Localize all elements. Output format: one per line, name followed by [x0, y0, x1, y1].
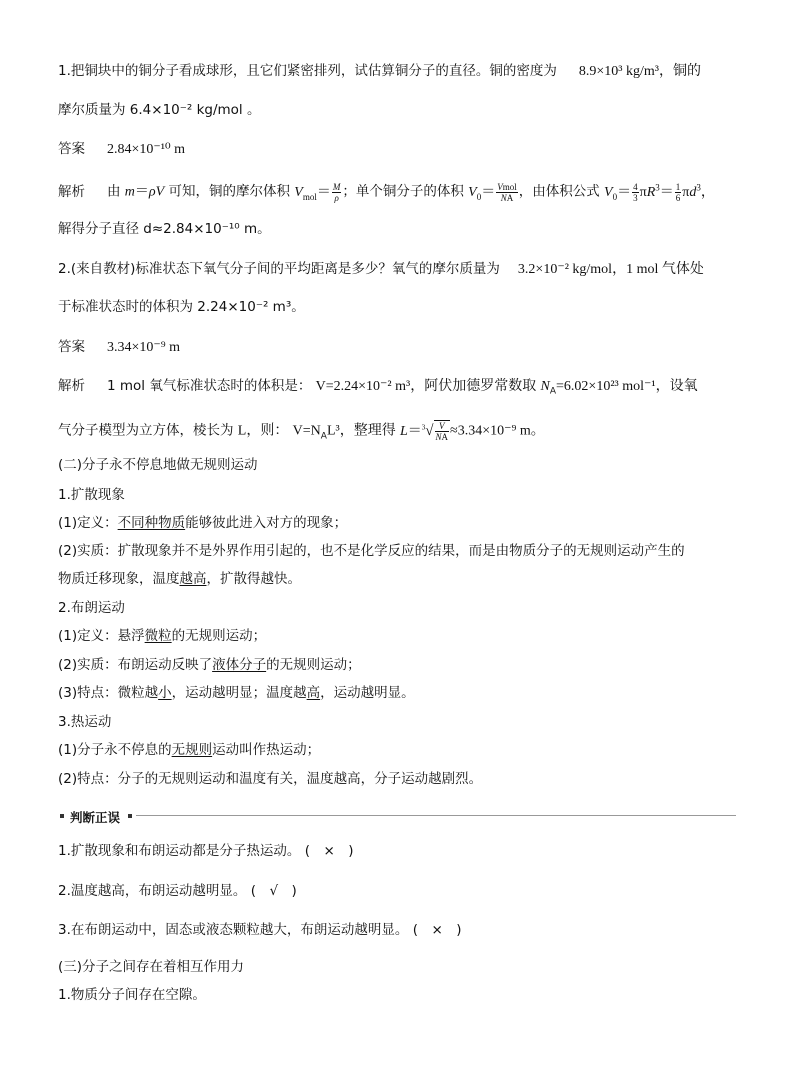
analysis-text: 可知，铜的摩尔体积: [168, 183, 290, 200]
q1-text: 1.把铜块中的铜分子看成球形，且它们紧密排列，试估算铜分子的直径。铜的密度为: [58, 63, 557, 79]
answer-value: 2.84×10⁻¹⁰ m: [107, 142, 185, 157]
formula-v0: $V_0=$ $\frac{\text{Vmol}}{NA}$: [468, 181, 517, 203]
item-text: 物质迁移现象，温度: [58, 571, 180, 587]
q1-conclusion: [58, 220, 271, 238]
q2-volume: 于标准状态时的体积为 2.24×10⁻² m³。: [58, 299, 305, 315]
item-text: 能够彼此进入对方的现象；: [185, 515, 348, 531]
q1-density: 8.9×10³ kg/m³，铜的: [578, 64, 701, 79]
judge-item-1: [58, 842, 354, 860]
underlined-term: 越高: [179, 571, 207, 587]
item-text: ，运动越明显；温度越: [171, 685, 307, 701]
item-text: 1.物质分子间存在空隙。: [58, 987, 206, 1003]
q1-conclusion-text: 解得分子直径 d≈2.84×10⁻¹⁰ m。: [58, 221, 271, 237]
analysis-text: ≈3.34×10⁻⁹ m。: [450, 423, 545, 439]
answer-label: 答案: [58, 141, 85, 157]
judge-item-3: [58, 921, 462, 939]
q2-line2: [58, 298, 305, 316]
item-text: (2)实质：布朗运动反映了: [58, 657, 213, 673]
judge-text: 1.扩散现象和布朗运动都是分子热运动。: [58, 843, 301, 859]
diffusion-nature-line1: [58, 542, 685, 560]
q1-molar-mass: 摩尔质量为 6.4×10⁻² kg/mol 。: [58, 102, 261, 118]
judge-divider: [58, 808, 736, 824]
judge-item-2: [58, 882, 297, 900]
analysis-text: 由: [107, 183, 121, 200]
analysis-text: =6.02×10²³ mol⁻¹，设氧: [556, 379, 698, 394]
item-text: (2)特点：分子的无规则运动和温度有关，温度越高，分子运动越剧烈。: [58, 771, 483, 787]
brownian-definition: [58, 627, 266, 645]
section2-item2: [58, 599, 125, 617]
analysis-label: 解析: [58, 378, 85, 394]
judge-text: 3.在布朗运动中，固态或液态颗粒越大，布朗运动越明显。: [58, 922, 409, 938]
judge-text: 2.温度越高，布朗运动越明显。: [58, 883, 247, 899]
judge-title: 判断正误: [70, 810, 121, 825]
analysis-text: 气分子模型为立方体，棱长为: [58, 422, 234, 439]
item-text: ，扩散得越快。: [206, 571, 301, 587]
item-text: (1)定义：: [58, 515, 118, 531]
section2-item3: [58, 713, 111, 731]
judge-mark: ( × ): [304, 843, 354, 859]
section3-item1: [58, 986, 206, 1004]
diffusion-definition: [58, 514, 347, 532]
q2-answer: [58, 338, 180, 357]
analysis-text: ，由体积公式: [518, 183, 600, 200]
formula-m-rho-v: m＝ρV: [124, 184, 165, 200]
q2-analysis: [58, 377, 698, 401]
item-text: (2)实质：扩散现象并不是外界作用引起的，也不是化学反应的结果，而是由物质分子的无规则运动产生的: [58, 543, 685, 559]
item-text: 3.热运动: [58, 714, 112, 730]
heading-text: (三)分子之间存在着相互作用力: [58, 959, 245, 975]
underlined-term: 无规则: [171, 742, 213, 758]
section2-heading: [58, 456, 258, 474]
underlined-term: 液体分子: [212, 657, 267, 673]
underlined-term: 高: [306, 685, 321, 701]
item-text: 1.扩散现象: [58, 487, 125, 503]
analysis-text: 1 mol 氧气标准状态时的体积是：: [107, 378, 312, 394]
avogadro-symbol: N: [540, 379, 550, 394]
diffusion-nature-line2: [58, 570, 301, 588]
analysis-text: L³，整理得: [326, 423, 396, 439]
formula-v-na: V=N: [292, 423, 321, 439]
q1-line1: [58, 62, 701, 81]
section2-item1: [58, 486, 125, 504]
section3-heading: [58, 958, 244, 976]
q1-answer: [58, 140, 185, 159]
answer-value: 3.34×10⁻⁹ m: [107, 340, 181, 355]
item-text: 的无规则运动；: [266, 657, 361, 673]
thermal-definition: [58, 741, 320, 759]
formula-sphere-volume: $V_0=$ $\frac{4}{3}$ $\pi R^3=$ $\frac{1}{6}$ $\pi d^3$，: [604, 181, 715, 203]
analysis-text: ；单个铜分子的体积: [342, 183, 464, 200]
analysis-text: V=2.24×10⁻² m³，阿伏加德罗常数取: [315, 379, 537, 394]
underlined-term: 不同种物质: [117, 515, 186, 531]
judge-mark: ( × ): [412, 922, 462, 938]
item-text: (3)特点：微粒越: [58, 685, 159, 701]
formula-cube-root: L＝$^3$√ $\frac{V}{NA}$: [400, 420, 449, 442]
avogadro-subscript: A: [320, 431, 327, 442]
item-text: 运动叫作热运动；: [212, 742, 321, 758]
item-text: 的无规则运动；: [171, 628, 267, 644]
divider-rule: [136, 815, 736, 816]
analysis-text: L，则：: [237, 423, 289, 439]
heading-text: (二)分子永不停息地做无规则运动: [58, 457, 258, 473]
item-text: 2.布朗运动: [58, 600, 125, 616]
q1-line2: [58, 101, 260, 119]
q2-line1: [58, 260, 704, 279]
q2-molar-mass: 3.2×10⁻² kg/mol，1 mol 气体处: [517, 262, 704, 277]
avogadro-subscript: A: [549, 386, 557, 397]
item-text: (1)定义：悬浮: [58, 628, 145, 644]
item-text: (1)分子永不停息的: [58, 742, 172, 758]
q1-analysis: [58, 178, 715, 205]
brownian-features: [58, 684, 415, 702]
judge-mark: ( √ ): [250, 883, 297, 899]
answer-label: 答案: [58, 339, 85, 355]
thermal-features: [58, 770, 482, 788]
q2-line4: [58, 418, 545, 445]
square-bullet-icon: [128, 814, 132, 818]
formula-vmol: $V_{mol}=$ $\frac{M}{\rho}$: [294, 181, 341, 203]
square-bullet-icon: [60, 814, 64, 818]
brownian-nature: [58, 656, 361, 674]
q2-text: 2.(来自教材)标准状态下氧气分子间的平均距离是多少？氧气的摩尔质量为: [58, 261, 500, 277]
underlined-term: 微粒: [144, 628, 172, 644]
item-text: ，运动越明显。: [320, 685, 415, 701]
underlined-term: 小: [158, 685, 172, 701]
analysis-label: 解析: [58, 183, 85, 200]
